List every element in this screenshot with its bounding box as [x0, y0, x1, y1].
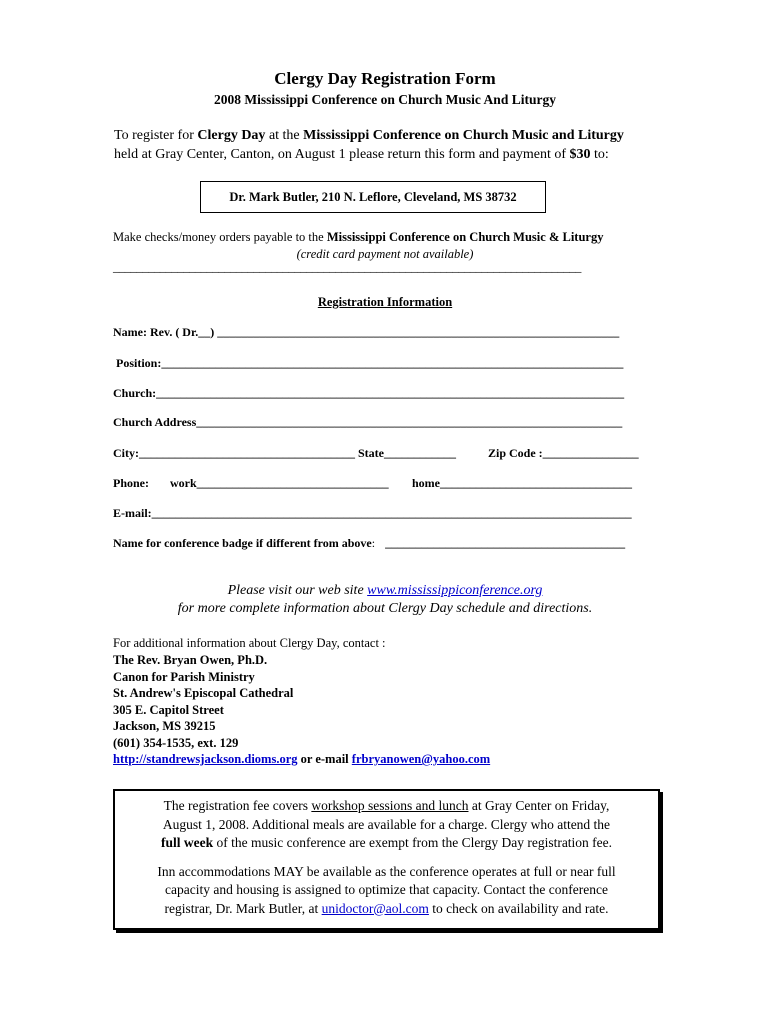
intro-text: held at Gray Center, Canton, on August 1 please return this form and payment of [114, 147, 570, 162]
accommodation-paragraph [115, 863, 658, 919]
intro-text: To register for [114, 128, 198, 143]
payment-payee: Mississippi Conference on Church Music & Liturgy [326, 230, 604, 244]
home-phone-field[interactable]: home________________________________ [412, 476, 632, 490]
contact-city: Jackson, MS 39215 [113, 719, 216, 733]
form-title: Clergy Day Registration Form [274, 69, 496, 88]
email-field[interactable]: E-mail:________________________________________________________________________________ [113, 506, 632, 520]
contact-links-line [113, 751, 490, 768]
intro-line-1 [114, 128, 624, 144]
phone-label: Phone: [113, 476, 149, 490]
visit-line-2: for more complete information about Clergy Day schedule and directions. [177, 601, 593, 616]
name-field[interactable]: Name: Rev. ( Dr.__) ___________________________________________________________________ [113, 325, 620, 339]
city-state-field[interactable]: City:____________________________________ State____________ [113, 446, 456, 460]
accommodation-text: registrar, Dr. Mark Butler, at [164, 900, 322, 916]
fee-paragraph [115, 797, 658, 853]
badge-name-label: Name for conference badge if different from above [113, 536, 372, 550]
registrar-email-link[interactable]: unidoctor@aol.com [321, 900, 429, 916]
accommodation-text: to check on availability and rate. [428, 900, 609, 916]
contact-email-link[interactable]: frbryanowen@yahoo.com [351, 752, 491, 766]
contact-title: Canon for Parish Ministry [113, 669, 255, 684]
zip-field[interactable]: Zip Code :________________ [488, 446, 639, 460]
fee-full-week: full week [160, 835, 214, 850]
church-website-link[interactable]: http://standrewsjackson.dioms.org [113, 752, 298, 766]
intro-conference-name: Mississippi Conference on Church Music and Liturgy [303, 128, 624, 143]
contact-phone: (601) 354-1535, ext. 129 [113, 735, 239, 750]
church-field[interactable]: Church:______________________________________________________________________________ [113, 386, 625, 400]
church-address-field[interactable]: Church Address_______________________________________________________________________ [113, 415, 623, 429]
payment-line [113, 230, 603, 245]
visit-text: Please visit our web site [227, 583, 368, 598]
position-field[interactable]: Position:_____________________________________________________________________________ [116, 356, 624, 370]
badge-name-line[interactable]: ________________________________________ [385, 536, 626, 550]
intro-text: to: [590, 147, 609, 162]
visit-line-1 [0, 583, 770, 599]
intro-clergy-day: Clergy Day [197, 128, 266, 143]
payment-text: Make checks/money orders payable to the [113, 230, 327, 244]
contact-name: The Rev. Bryan Owen, Ph.D. [113, 653, 268, 667]
badge-name-field[interactable] [113, 536, 625, 551]
registration-heading: Registration Information [317, 295, 453, 309]
fee-text: August 1, 2008. Additional meals are available for a charge. Clergy who attend the [162, 816, 611, 832]
accommodation-text: capacity and housing is assigned to optimize that capacity. Contact the conference [165, 882, 608, 897]
form-subtitle: 2008 Mississippi Conference on Church Music And Liturgy [214, 92, 556, 107]
intro-text: at the [265, 128, 304, 143]
contact-street: 305 E. Capitol Street [113, 702, 224, 717]
intro-line-2 [114, 147, 609, 163]
payment-note: (credit card payment not available) [296, 247, 474, 261]
website-link[interactable]: www.mississippiconference.org [367, 583, 543, 598]
fee-info-box [113, 789, 660, 930]
fee-text: The registration fee covers [163, 798, 312, 813]
fee-text: at Gray Center on Friday, [468, 798, 610, 813]
contact-block [113, 652, 490, 768]
separator-rule: ________________________________________________________________________________ [113, 260, 582, 274]
contact-intro: For additional information about Clergy Day, contact : [113, 636, 386, 650]
contact-organization: St. Andrew's Episcopal Cathedral [113, 686, 294, 700]
email-prefix: or e-mail [300, 752, 352, 766]
accommodation-text: Inn accommodations MAY be available as the conference operates at full or near full [157, 863, 616, 879]
intro-fee: $30 [569, 147, 591, 162]
mailing-address-box: Dr. Mark Butler, 210 N. Leflore, Cleveland, MS 38732 [200, 181, 546, 213]
badge-colon: : [371, 536, 376, 550]
fee-text: of the music conference are exempt from the Clergy Day registration fee. [213, 835, 613, 850]
work-phone-field[interactable]: work________________________________ [170, 476, 389, 490]
fee-covers-highlight: workshop sessions and lunch [311, 798, 469, 813]
